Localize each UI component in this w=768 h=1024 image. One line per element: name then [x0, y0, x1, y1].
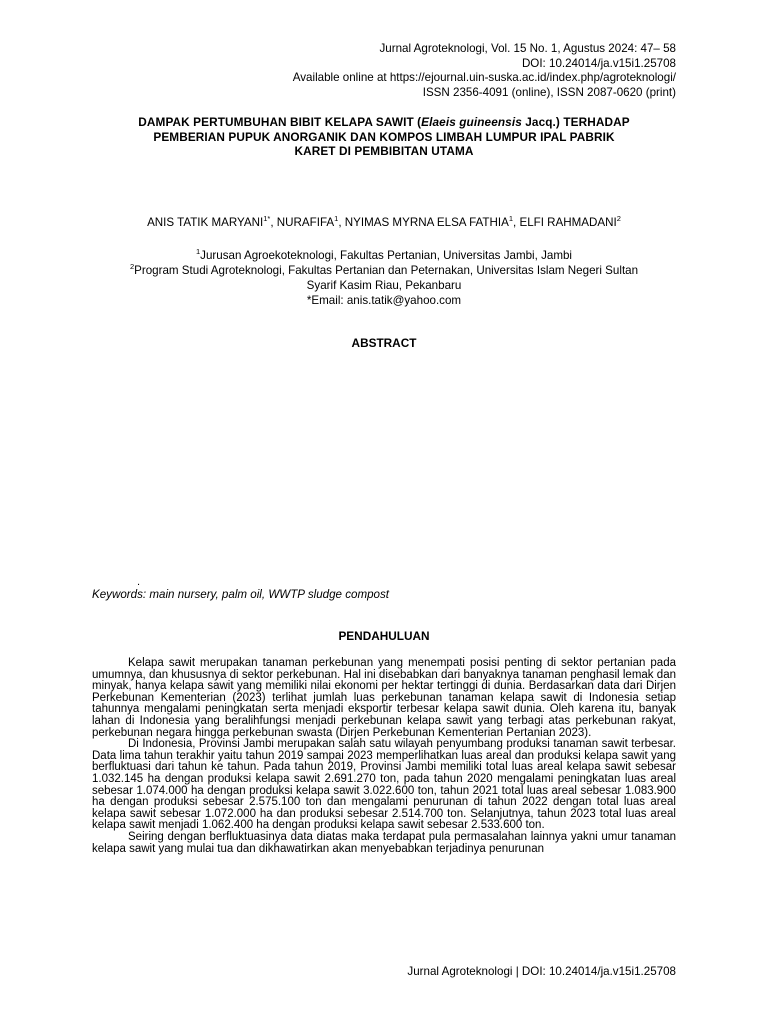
page-footer: Jurnal Agroteknologi | DOI: 10.24014/ja.v15i1.25708 — [407, 965, 676, 978]
issn: ISSN 2356-4091 (online), ISSN 2087-0620 (print) — [422, 85, 676, 99]
introduction-heading: PENDAHULUAN — [338, 629, 430, 643]
journal-citation: Jurnal Agroteknologi, Vol. 15 No. 1, Agustus 2024: 47– 58 — [379, 42, 676, 55]
title-line-1 — [92, 115, 676, 130]
title-part-1: DAMPAK PERTUMBUHAN BIBIT KELAPA SAWIT ( — [138, 115, 422, 129]
affiliations — [92, 248, 676, 308]
author: NURAFIFA$^1$, — [276, 214, 345, 229]
author: ANIS TATIK $MARYANI^{1*}$, — [147, 214, 277, 229]
title-part-2: Jacq.) TERHADAP — [521, 115, 630, 129]
title-line-2: PEMBERIAN PUPUK ANORGANIK DAN KOMPOS LIMBAH LUMPUR IPAL PABRIK — [153, 129, 615, 144]
abstract-heading: ABSTRACT — [351, 336, 417, 350]
affiliation-2-cont: Syarif Kasim Riau, Pekanbaru — [306, 279, 462, 292]
affiliation-1: $^1$Jurusan Agroekoteknologi, Fakultas Pertanian, Universitas Jambi, Jambi — [196, 247, 572, 262]
journal-header — [293, 42, 676, 100]
keywords: Keywords: main nursery, palm oil, WWTP sludge compost — [92, 588, 390, 601]
stray-dot: . — [137, 576, 141, 588]
author: ELFI RAHMADANI$^2$ — [519, 214, 621, 229]
corresponding-email: *Email: anis.tatik@yahoo.com — [306, 294, 462, 307]
title-line-3: KARET DI PEMBIBITAN UTAMA — [294, 144, 474, 159]
paragraph: Di Indonesia, Provinsi Jambi merupakan salah satu wilayah penyumbang produksi tanaman sawit terbesar. Data lima tahun terakhir yaitu tahun 2019 sampai 2023 memperlihatkan luas areal dan produksi kelapa sawit yang berfluktuasi dari tahun ke tahun. Pada tahun 2019, Provinsi Jambi memiliki total luas areal kelapa sawit sebesar 1.032.145 ha dengan produksi kelapa sawit 2.691.270 ton, pada tahun 2020 mengalami peningkatan luas areal sebesar 1.074.000 ha dengan produksi kelapa sawit 3.022.600 ton, tahun 2021 total luas areal sebesar 1.083.900 ha dengan produksi sebesar 2.575.100 ton dan mengalami penurunan di tahun 2022 dengan total luas areal kelapa sawit sebesar 1.072.000 ha dan produksi sebesar 2.514.700 ton. Selanjutnya, tahun 2023 total luas areal kelapa sawit menjadi 1.062.400 ha dengan produksi kelapa sawit sebesar 2.533.600 ton. — [92, 738, 676, 832]
paper-title — [92, 115, 676, 159]
affiliation-2: $^2$Program Studi Agroteknologi, Fakultas Pertanian dan Peternakan, Universitas Islam Negeri Sultan — [129, 262, 639, 277]
online-url: Available online at https://ejournal.uin-suska.ac.id/index.php/agroteknologi/ — [292, 71, 676, 85]
paragraph: Seiring dengan berfluktuasinya data diatas maka terdapat pula permasalahan lainnya yakni umur tanaman kelapa sawit yang mulai tua dan dikhawatirkan akan menyebabkan terjadinya penurunan — [92, 830, 676, 855]
paragraph: Kelapa sawit merupakan tanaman perkebunan yang menempati posisi penting di sektor pertanian pada umumnya, dan khususnya di sektor perkebunan. Hal ini disebabkan dari banyaknya tanaman penghasil lemak dan minyak, hanya kelapa sawit yang memiliki nilai ekonomi per hektar tertinggi di dunia. Berdasarkan data dari Dirjen Perkebunan Kementerian (2023) terlihat jumlah luas perkebunan tanaman kelapa sawit di Indonesia setiap tahunnya mengalami peningkatan serta menjadi eksportir terbesar kelapa sawit dunia. Oleh karena itu, banyak lahan di Indonesia yang beralihfungsi menjadi perkebunan kelapa sawit yang terbagi atas perkebunan rakyat, perkebunan negara hingga perkebunan swasta (Dirjen Perkebunan Kementerian Pertanian 2023). — [92, 657, 676, 739]
introduction-body — [92, 658, 676, 855]
author-list — [92, 216, 676, 229]
title-species: Elaeis guineensis — [421, 115, 522, 129]
doi: DOI: 10.24014/ja.v15i1.25708 — [521, 56, 676, 70]
author: NYIMAS MYRNA ELSA FATHIA$^1$, — [344, 214, 520, 229]
